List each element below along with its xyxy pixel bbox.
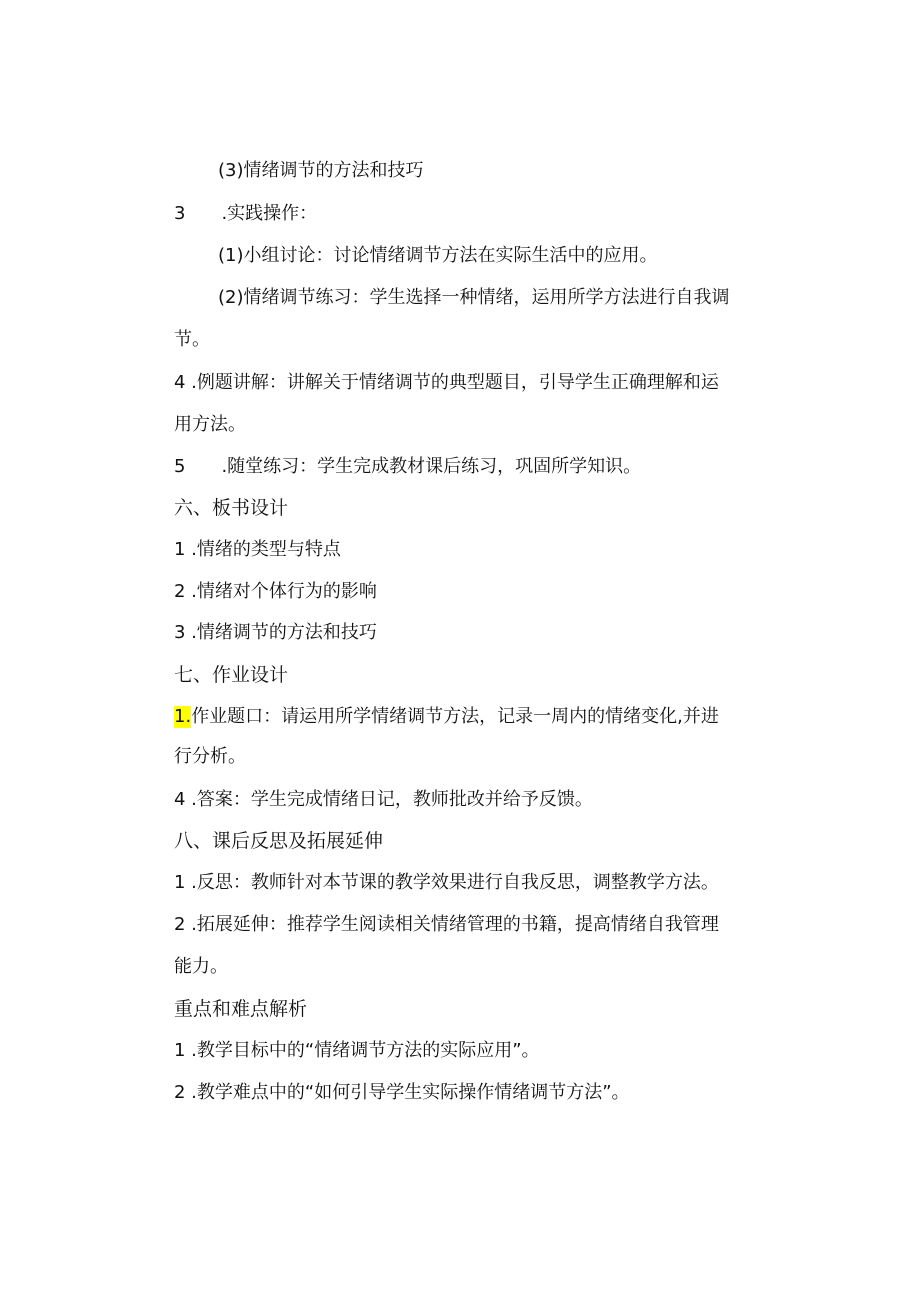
list-item-continuation: 行分析。 (174, 746, 246, 767)
list-item: 2 .教学难点中的“如何引导学生实际操作情绪调节方法”。 (174, 1082, 630, 1103)
list-item: 3 .情绪调节的方法和技巧 (174, 622, 377, 643)
list-item: (3)情绪调节的方法和技巧 (218, 160, 424, 181)
list-item: 4 .答案：学生完成情绪日记，教师批改并给予反馈。 (174, 789, 593, 810)
list-item: 2 .拓展延伸：推荐学生阅读相关情绪管理的书籍，提高情绪自我管理 (174, 914, 719, 935)
list-item (174, 706, 719, 728)
list-item: (1)小组讨论：讨论情绪调节方法在实际生活中的应用。 (218, 245, 658, 266)
item-text: .随堂练习：学生完成教材课后练习，巩固所学知识。 (221, 456, 642, 477)
section-heading: 七、作业设计 (174, 664, 289, 686)
section-heading: 八、课后反思及拓展延伸 (174, 830, 384, 852)
item-text: .实践操作： (221, 203, 318, 224)
item-number: 3 (174, 203, 186, 224)
list-item: 1 .反思：教师针对本节课的教学效果进行自我反思，调整教学方法。 (174, 872, 719, 893)
list-item-continuation: 用方法。 (174, 414, 246, 435)
list-item: 1 .教学目标中的“情绪调节方法的实际应用”。 (174, 1040, 540, 1061)
list-item: 2 .情绪对个体行为的影响 (174, 581, 377, 602)
list-item-continuation: 节。 (174, 329, 210, 350)
list-item (174, 456, 641, 478)
item-text: 作业题口：请运用所学情绪调节方法，记录一周内的情绪变化,并进 (191, 706, 719, 727)
list-item: (2)情绪调节练习：学生选择一种情绪，运用所学方法进行自我调 (218, 287, 730, 308)
list-item: 4 .例题讲解：讲解关于情绪调节的典型题目，引导学生正确理解和运 (174, 372, 719, 393)
section-heading: 六、板书设计 (174, 497, 289, 519)
list-item-continuation: 能力。 (174, 956, 228, 977)
section-heading: 重点和难点解析 (174, 998, 308, 1020)
list-item: 1 .情绪的类型与特点 (174, 539, 341, 560)
list-item (174, 203, 317, 225)
highlighted-number: 1. (174, 706, 192, 727)
item-number: 5 (174, 456, 186, 477)
